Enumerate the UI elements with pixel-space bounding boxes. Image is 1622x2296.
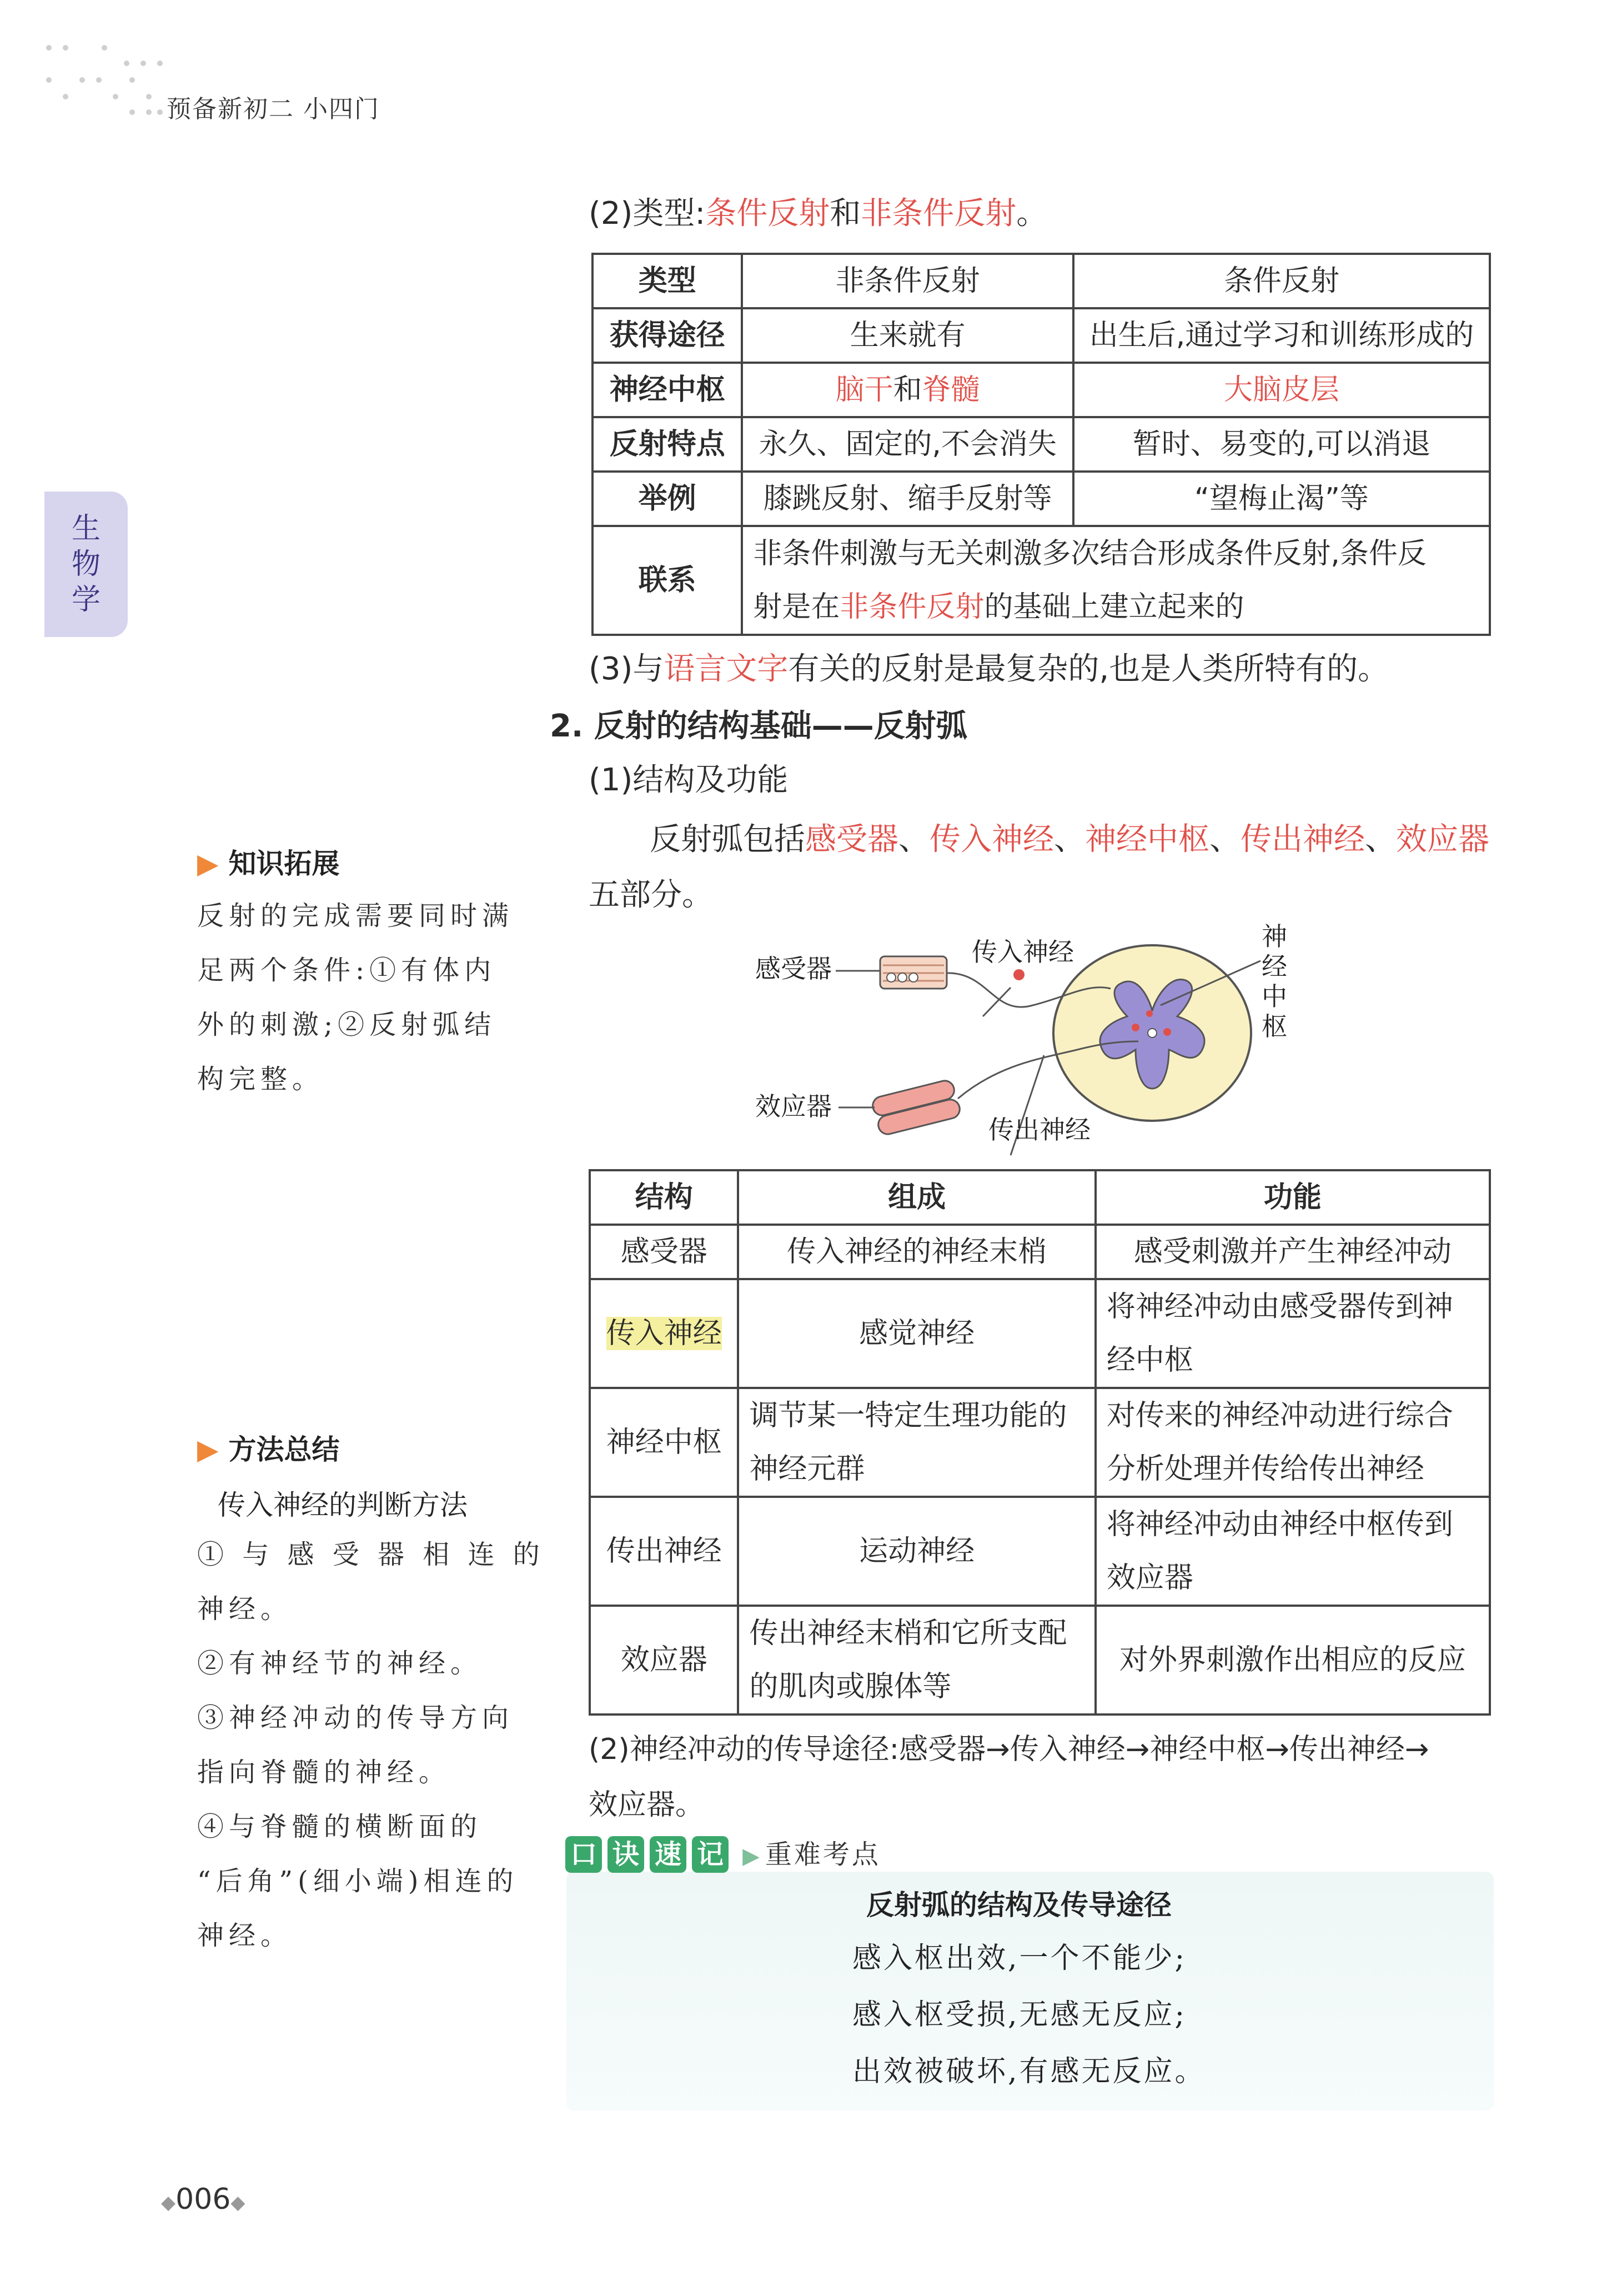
mnemonic-tag: 重难考点 [765, 1839, 881, 1870]
reflex-arc-diagram [755, 922, 1310, 1166]
table-cell: 将神经冲动由感受器传到神 经中枢 [1096, 1279, 1490, 1388]
table-row [590, 1279, 1490, 1388]
row-label: 举例 [592, 472, 742, 526]
table-cell: 传出神经末梢和它所支配 的肌肉或腺体等 [738, 1606, 1095, 1715]
mnemonic-poem: 感入枢出效,一个不能少; 感入枢受损,无感无反应; 出效被破坏,有感无反应。 [852, 1942, 1206, 2088]
label-efferent: 传出神经 [988, 1115, 1091, 1145]
subject-tab-char: 生 [71, 512, 101, 545]
neuron-dot [1163, 1028, 1171, 1036]
page-number: ◆006◆ [161, 2183, 245, 2216]
neuron-dot [1146, 1010, 1153, 1017]
table-header: 组成 [738, 1170, 1095, 1225]
section2-title: 2. 反射的结构基础——反射弧 [550, 708, 967, 744]
table-cell: 出生后,通过学习和训练形成的 [1073, 308, 1490, 363]
pathway-line2: 效应器。 [589, 1788, 705, 1822]
arc-intro-end: 五部分。 [589, 877, 713, 913]
subject-tab [44, 492, 128, 637]
sidebar-knowledge-text: 反射的完成需要同时满 足两个条件:①有体内 外的刺激;②反射弧结 构完整。 [197, 900, 514, 1095]
table-cell: 脑干和脊髓 [742, 363, 1073, 417]
diamond-icon: ◆ [230, 2192, 245, 2214]
sidebar-method-text: ① 与 感 受 器 相 连 的 神经。 ②有神经节的神经。 ③神经冲动的传导方向 指向脊髓的神经。 ④与脊髓的横断面的 “后角”(细小端)相连的 神经。 [197, 1539, 545, 1951]
section-types: (2)类型:条件反射和非条件反射。 [589, 195, 1048, 232]
table-row [592, 254, 1490, 308]
label-center-char: 经 [1262, 951, 1287, 981]
row-label: 获得途径 [592, 308, 742, 363]
triangle-icon: ▶ [197, 848, 219, 880]
table-row [592, 308, 1490, 363]
label-center-char: 中 [1262, 981, 1287, 1011]
table-cell: 大脑皮层 [1073, 363, 1490, 417]
table-cell: 暂时、易变的,可以消退 [1073, 417, 1490, 472]
table-cell-link: 非条件刺激与无关刺激多次结合形成条件反射,条件反 射是在非条件反射的基础上建立起来的 [742, 526, 1490, 635]
mnemonic-badges [565, 1833, 881, 1873]
mnemonic-badge: 记 [692, 1836, 729, 1873]
table-cell: 膝跳反射、缩手反射等 [742, 472, 1073, 526]
row-label: 感受器 [590, 1225, 738, 1279]
table-cell: 感受刺激并产生神经冲动 [1096, 1225, 1490, 1279]
effector-muscle-icon [871, 1079, 962, 1136]
table-header: 功能 [1096, 1170, 1490, 1225]
table-row [590, 1388, 1490, 1497]
label-receptor: 感受器 [755, 954, 832, 984]
header-dots-decoration [43, 41, 165, 119]
ganglion-dot [1013, 969, 1025, 980]
table-row [590, 1225, 1490, 1279]
label-afferent: 传入神经 [972, 937, 1074, 967]
page-header: 预备新初二 小四门 [167, 95, 380, 123]
table-cell: 永久、固定的,不会消失 [742, 417, 1073, 472]
table-header: 条件反射 [1073, 254, 1490, 308]
sidebar-method-subtitle: 传入神经的判断方法 [218, 1489, 468, 1521]
table-row [592, 363, 1490, 417]
diamond-icon: ◆ [161, 2192, 176, 2214]
triangle-icon: ▶ [742, 1843, 760, 1869]
row-label: 传出神经 [590, 1497, 738, 1606]
table-row [590, 1497, 1490, 1606]
sidebar-method-title: ▶ 方法总结 [197, 1433, 340, 1466]
table-cell: 感觉神经 [738, 1279, 1095, 1388]
central-canal [1148, 1029, 1157, 1037]
sidebar-knowledge-title: ▶ 知识拓展 [197, 848, 340, 880]
table-cell: 传入神经的神经末梢 [738, 1225, 1095, 1279]
table-row [592, 526, 1490, 635]
mnemonic-badge: 口 [565, 1836, 602, 1873]
mnemonic-badge: 速 [650, 1836, 686, 1873]
row-label: 传入神经 [590, 1279, 738, 1388]
table-header: 非条件反射 [742, 254, 1073, 308]
subject-tab-char: 物 [71, 548, 101, 581]
triangle-icon: ▶ [197, 1433, 219, 1466]
neuron-dot [1132, 1024, 1139, 1031]
table-cell: 对外界刺激作出相应的反应 [1096, 1606, 1490, 1715]
table-cell: 运动神经 [738, 1497, 1095, 1606]
label-center-char: 神 [1262, 922, 1287, 951]
term-conditioned: 条件反射 [705, 195, 830, 232]
table-header: 结构 [590, 1170, 738, 1225]
mnemonic-badge: 诀 [607, 1836, 644, 1873]
sub1-title: (1)结构及功能 [589, 762, 789, 798]
mnemonic-title: 反射弧的结构及传导途径 [866, 1889, 1172, 1921]
table-header: 类型 [592, 254, 742, 308]
receptor-skin-icon [880, 956, 947, 989]
table-cell: 对传来的神经冲动进行综合 分析处理并传给传出神经 [1096, 1388, 1490, 1497]
pathway-line1: (2)神经冲动的传导途径:感受器→传入神经→神经中枢→传出神经→ [589, 1733, 1429, 1766]
row-label: 神经中枢 [590, 1388, 738, 1497]
table-cell: “望梅止渴”等 [1073, 472, 1490, 526]
label-effector: 效应器 [755, 1091, 832, 1121]
table-row [592, 417, 1490, 472]
subject-tab-char: 学 [71, 583, 101, 616]
reflex-type-table [591, 253, 1491, 636]
arc-intro: 反射弧包括感受器、传入神经、神经中枢、传出神经、效应器 [650, 821, 1489, 858]
table-row [590, 1606, 1490, 1715]
label-center-char: 枢 [1262, 1011, 1287, 1041]
table-row [590, 1170, 1490, 1225]
table-row [592, 472, 1490, 526]
row-label: 效应器 [590, 1606, 738, 1715]
reflex-arc-table [589, 1169, 1491, 1716]
row-label: 联系 [592, 526, 742, 635]
row-label: 反射特点 [592, 417, 742, 472]
table-cell: 将神经冲动由神经中枢传到 效应器 [1096, 1497, 1490, 1606]
row-label: 神经中枢 [592, 363, 742, 417]
table-cell: 生来就有 [742, 308, 1073, 363]
term-unconditioned: 非条件反射 [861, 195, 1017, 232]
section-language: (3)与语言文字有关的反射是最复杂的,也是人类所特有的。 [589, 651, 1389, 687]
table-cell: 调节某一特定生理功能的 神经元群 [738, 1388, 1095, 1497]
